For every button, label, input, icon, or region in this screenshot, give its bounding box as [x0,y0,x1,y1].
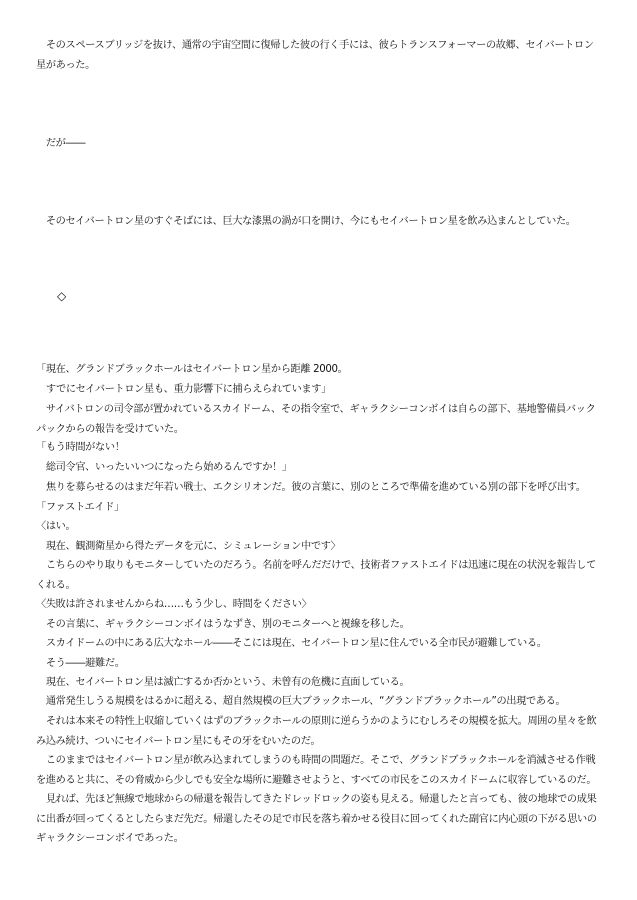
paragraph-7: 「もう時間がない！ [36,442,125,453]
paragraph-8: 総司令官、いったいいつになったら始めるんですか！」 [36,462,292,473]
paragraph-10: 「ファストエイド」 [36,502,124,513]
paragraph-11: 〈はい。 [36,521,76,532]
paragraph-3: そのセイバートロン星のすぐそばには、巨大な漆黒の渦が口を開け、今にもセイバートロン星を飲み込まんとしていた。 [36,216,576,227]
paragraph-14: 〈失敗は許されませんからね……もう少し、時間をください〉 [36,599,312,610]
paragraph-16: スカイドームの中にある広大なホール――そこには現在、セイバートロン星に住んでいる全市民が避難している。 [36,638,547,649]
paragraph-6: サイバトロンの司令部が置かれているスカイドーム、その指令室で、ギャラクシーコンボイは自らの部下、基地警備員バックパックからの報告を受けていた。 [36,404,596,435]
paragraph-15: その言葉に、ギャラクシーコンボイはうなずき、別のモニターへと視線を移した。 [36,619,410,630]
paragraph-9: 焦りを募らせるのはまだ年若い戦士、エクシリオンだ。彼の言葉に、別のところで準備を進めている別の部下を呼び出す。 [36,482,586,493]
paragraph-2: だが―― [36,138,86,149]
paragraph-22: 見れば、先ほど無線で地球からの帰還を報告してきたドレッドロックの姿も見える。帰還したと言っても、彼の地球での成果に出番が回ってくるとしたらまだ先だ。帰還したその足で市民を落ち着かせる役目に回ってくれた副官に内心頭の下がる思いのギャラクシーコンボイであった。 [36,794,597,844]
section-separator: ◇ [57,289,67,303]
paragraph-21: このままではセイバートロン星が飲み込まれてしまうのも時間の問題だ。そこで、グランドブラックホールを消滅させる作戦を進めると共に、その脅威から少しでも安全な場所に避難させようと、すべての市民をこのスカイドームに収容しているのだ。 [36,755,597,786]
paragraph-4: 「現在、グランドブラックホールはセイバートロン星から距離 2000。 [36,364,348,375]
paragraph-17: そう――避難だ。 [36,658,125,669]
paragraph-12: 現在、観測衛星から得たデータを元に、シミュレーション中です〉 [36,541,341,552]
paragraph-19: 通常発生しうる規模をはるかに超える、超自然規模の巨大ブラックホール、“グランドブラックホール”の出現である。 [36,696,566,707]
paragraph-1: そのスペースブリッジを抜け、通常の宇宙空間に復帰した彼の行く手には、彼らトランスフォーマーの故郷、セイバートロン星があった。 [36,40,594,71]
paragraph-18: 現在、セイバートロン星は滅亡するか否かという、未曾有の危機に直面している。 [36,677,410,688]
paragraph-5: すでにセイバートロン星も、重力影響下に捕らえられています」 [36,384,331,395]
paragraph-20: それは本来その特性上収縮していくはずのブラックホールの原則に逆らうかのようにむしろその規模を拡大。周囲の星々を飲み込み続け、ついにセイバートロン星にもその牙をむいたのだ。 [36,716,597,747]
paragraph-13: こちらのやり取りもモニターしていたのだろう。名前を呼んだだけで、技術者ファストエイドは迅速に現在の状況を報告してくれる。 [36,560,596,591]
